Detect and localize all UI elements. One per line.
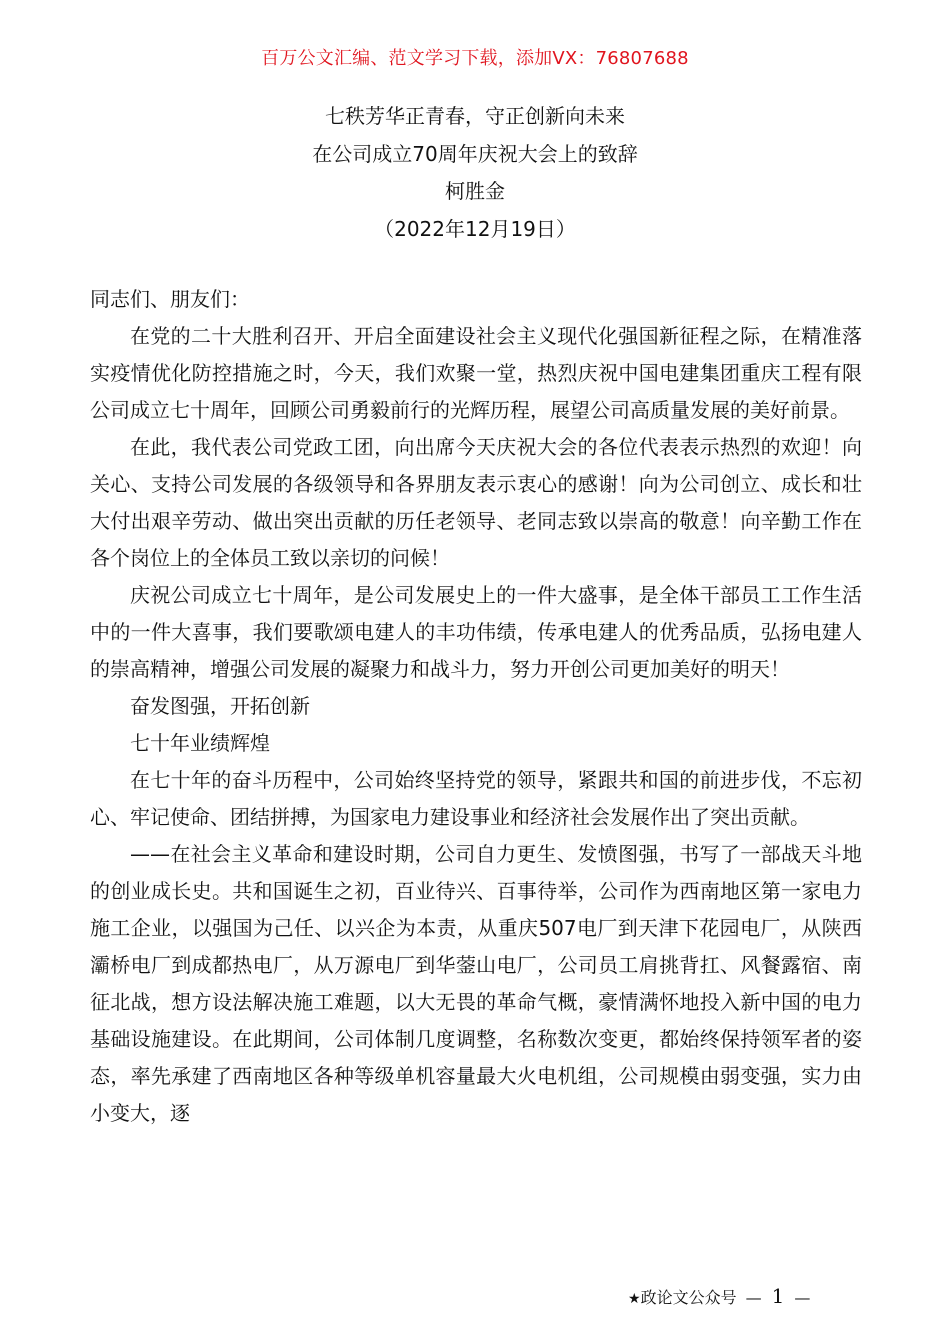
paragraph: 庆祝公司成立七十周年，是公司发展史上的一件大盛事，是全体干部员工工作生活中的一件大喜事，我们要歌颂电建人的丰功伟绩，传承电建人的优秀品质，弘扬电建人的崇高精神，增强公司发展的凝聚力和战斗力，努力开创公司更加美好的明天！ [90, 583, 862, 681]
paragraph: 在此，我代表公司党政工团，向出席今天庆祝大会的各位代表表示热烈的欢迎！向关心、支持公司发展的各级领导和各界朋友表示衷心的感谢！向为公司创立、成长和壮大付出艰辛劳动、做出突出贡献的历任老领导、老同志致以崇高的敬意！向辛勤工作在各个岗位上的全体员工致以亲切的问候！ [90, 435, 862, 570]
section-heading-1: 奋发图强，开拓创新 [130, 694, 310, 718]
speech-date: （2022年12月19日） [374, 216, 576, 241]
page-number: 1 [771, 1284, 785, 1308]
dash-left: — [745, 1288, 762, 1307]
paragraph: 在七十年的奋斗历程中，公司始终坚持党的领导，紧跟共和国的前进步伐，不忘初心、牢记使命、团结拼搏，为国家电力建设事业和经济社会发展作出了突出贡献。 [90, 768, 862, 829]
page-footer [628, 1284, 814, 1308]
watermark-banner: 百万公文汇编、范文学习下载，添加VX：76807688 [261, 48, 689, 69]
title-line-1: 七秩芳华正青春，守正创新向未来 [325, 104, 625, 128]
title-line-2: 在公司成立70周年庆祝大会上的致辞 [312, 141, 638, 166]
paragraph: ——在社会主义革命和建设时期，公司自力更生、发愤图强，书写了一部战天斗地的创业成长史。共和国诞生之初，百业待兴、百事待举，公司作为西南地区第一家电力施工企业，以强国为己任、以兴企为本责，从重庆507电厂到天津下花园电厂，从陕西灞桥电厂到成都热电厂，从万源电厂到华蓥山电厂，公司员工肩挑背扛、风餐露宿、南征北战，想方设法解决施工难题，以大无畏的革命气概，豪情满怀地投入新中国的电力基础设施建设。在此期间，公司体制几度调整，名称数次变更，都始终保持领军者的姿态，率先承建了西南地区各种等级单机容量最大火电机组，公司规模由弱变强，实力由小变大，逐 [90, 842, 862, 1125]
document-body [90, 281, 862, 1132]
paragraph: 在党的二十大胜利召开、开启全面建设社会主义现代化强国新征程之际，在精准落实疫情优化防控措施之时，今天，我们欢聚一堂，热烈庆祝中国电建集团重庆工程有限公司成立七十周年，回顾公司勇毅前行的光辉历程，展望公司高质量发展的美好前景。 [90, 324, 862, 422]
section-heading-2: 七十年业绩辉煌 [130, 731, 270, 755]
dash-right: — [794, 1288, 811, 1307]
star-icon: ★ [628, 1291, 641, 1307]
author-name: 柯胜金 [445, 179, 505, 203]
footer-source: 政论文公众号 [640, 1288, 737, 1307]
title-block [0, 98, 950, 248]
salutation: 同志们、朋友们： [90, 287, 250, 311]
